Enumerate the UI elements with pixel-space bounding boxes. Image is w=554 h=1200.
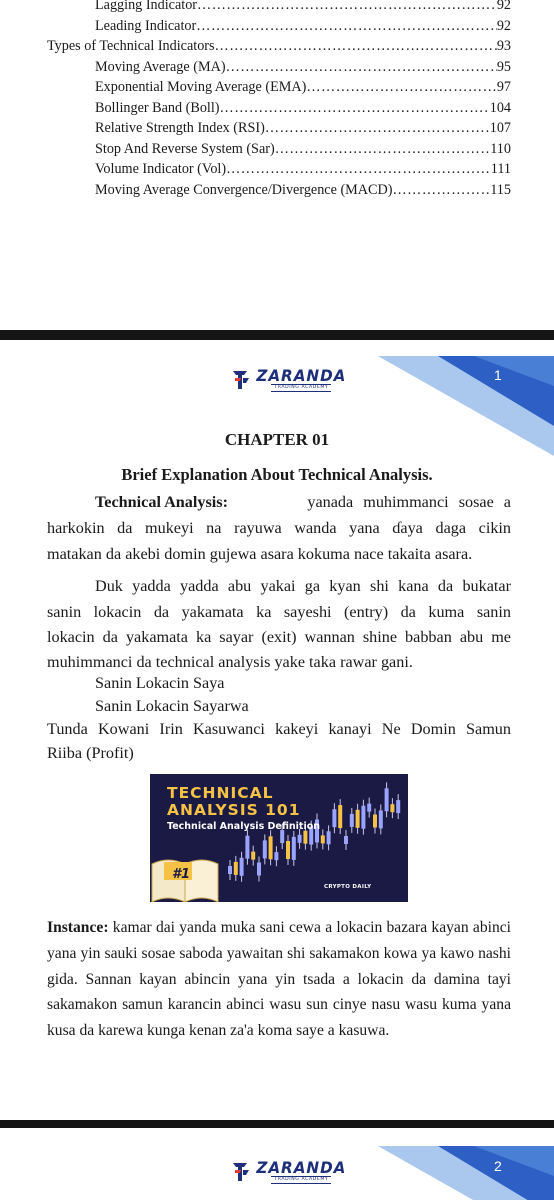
candle-body: [396, 800, 400, 813]
text-span: a kasuwa.: [327, 1022, 390, 1040]
section-heading: Brief Explanation About Technical Analysis.: [121, 465, 433, 484]
candle-body: [367, 804, 371, 812]
candle-body: [269, 836, 273, 859]
banner-title-line1: TECHNICAL: [167, 784, 274, 802]
candle-body: [274, 852, 278, 860]
instance-paragraph: [47, 915, 511, 1044]
corner-decoration: [378, 1146, 554, 1200]
page-separator: [0, 330, 554, 340]
toc-entry-page: 107: [489, 120, 511, 136]
candle-body: [373, 815, 377, 828]
banner-title-line2: ANALYSIS 101: [167, 801, 301, 819]
term-label: Technical Analysis:: [95, 493, 228, 511]
candle-body: [327, 831, 331, 844]
toc-leader-dots: [392, 181, 490, 199]
candle-body: [234, 862, 238, 875]
candle-body: [298, 835, 302, 843]
toc-entry[interactable]: [95, 78, 511, 96]
chapter-title: CHAPTER 01: [224, 430, 330, 449]
toc-entry[interactable]: [95, 140, 511, 158]
candle-body: [303, 831, 307, 844]
banner-badge: #1: [172, 867, 191, 882]
toc-entry-label: Volume Indicator (Vol): [95, 161, 227, 177]
toc-entry-page: 115: [490, 181, 511, 198]
toc-entry-label: Bollinger Band (Boll): [95, 99, 220, 116]
paragraph-line: [95, 489, 511, 515]
logo-subtitle: TRADING ACADEMY: [271, 384, 331, 392]
page-number: 2: [494, 1158, 502, 1174]
candle-body: [344, 836, 348, 844]
toc-entry-label: Moving Average (MA): [95, 58, 226, 75]
toc-leader-dots: [197, 0, 497, 14]
page-number: 1: [494, 367, 502, 383]
banner-subtitle: Technical Analysis Definition: [167, 821, 321, 832]
toc-entry-page: 110: [490, 140, 511, 157]
candle-body: [338, 805, 342, 828]
toc-entry[interactable]: [95, 181, 511, 199]
candle-body: [361, 806, 365, 829]
paragraph-line: Duk yadda yadda abu yakai ga kyan shi kana da bukatar: [95, 577, 511, 595]
toc-entry-label: Lagging Indicator: [95, 0, 198, 13]
candle-body: [228, 866, 232, 874]
text-span: yanada muhimmanci sosae a: [307, 493, 511, 511]
candle-body: [292, 837, 296, 860]
paragraph-line: harkokin da mukeyi na rayuwa wanda yana ɗaya daga cikin: [47, 519, 511, 537]
candle-body: [263, 840, 267, 858]
toc-entry-label: Stop And Reverse System (Sar): [95, 140, 275, 157]
paragraph-line: Tunda Kowani Irin Kasuwanci kakeyi kanayi Ne Domin Samun: [47, 720, 511, 738]
toc-entry-page: 92: [496, 0, 511, 13]
toc-entry[interactable]: [47, 37, 511, 55]
toc-entry-page: 92: [496, 17, 511, 34]
toc-leader-dots: [220, 99, 490, 117]
technical-analysis-banner: [150, 774, 408, 902]
toc-leader-dots: [196, 17, 497, 35]
term-label: Instance:: [47, 919, 109, 936]
page-separator: [0, 1120, 554, 1128]
toc-entry-label: Exponential Moving Average (EMA): [95, 79, 307, 95]
toc-entry-page: 93: [496, 38, 511, 54]
logo: [232, 368, 349, 392]
candle-body: [390, 804, 394, 812]
toc-entry-page: 97: [496, 79, 511, 95]
toc-leader-dots: [226, 58, 497, 76]
list-item: Sanin Lokacin Sayarwa: [95, 697, 249, 715]
toc-leader-dots: [215, 37, 497, 55]
candle-body: [257, 863, 261, 876]
candle-body: [280, 830, 284, 843]
candle-body: [332, 809, 336, 827]
candle-body: [251, 852, 255, 860]
toc-leader-dots: [265, 119, 490, 137]
toc-entry-label: Relative Strength Index (RSI): [95, 120, 265, 136]
text-span: abinci yana yin sauki sosae saboda yawaitan shi sakamakon kowa: [47, 919, 512, 962]
toc-entry-page: 95: [496, 58, 511, 75]
candle-body: [240, 858, 244, 876]
candle-body: [385, 788, 389, 811]
toc-entry[interactable]: [95, 160, 511, 178]
toc-entry-page: 111: [490, 161, 511, 177]
toc-entry[interactable]: [95, 0, 511, 14]
toc-entry[interactable]: [95, 17, 511, 35]
paragraph-line: Riiba (Profit): [47, 744, 134, 762]
toc-leader-dots: [226, 160, 491, 178]
candle-body: [379, 810, 383, 828]
logo-mark-icon: [232, 369, 250, 391]
paragraph-line: muhimmanci da technical analysis yake taka rawar gani.: [47, 653, 413, 671]
candle-body: [245, 836, 249, 859]
text-span: da damina tayi sakamakon samun karancin abinci wasu sun cinye: [47, 970, 512, 1014]
paragraph-line: matakan da akebi domin gujewa asara kokuma nace takaita asara.: [47, 545, 473, 563]
toc-entry[interactable]: [95, 99, 511, 117]
candle-body: [286, 841, 290, 859]
logo-name: ZARANDA: [256, 366, 347, 385]
toc-leader-dots: [275, 140, 491, 158]
logo-subtitle: TRADING ACADEMY: [271, 1176, 331, 1184]
text-span: nasu wasu kuma yana kusa da karewa kunga kenan za'a koma saye: [47, 996, 511, 1040]
candle-body: [356, 810, 360, 828]
toc-entry-page: 104: [489, 99, 511, 116]
logo-mark-icon: [232, 1161, 250, 1183]
banner-brand: CRYPTO DAILY: [324, 884, 372, 890]
toc-entry-label: Moving Average Convergence/Divergence (MACD): [95, 181, 393, 198]
paragraph-line: lokacin da yakamata ka sayar (exit) wannan shine babban abu me: [47, 628, 511, 646]
text-span: kamar dai yanda muka sani cewa a lokacin bazara kayan: [112, 919, 469, 936]
toc-entry[interactable]: [95, 119, 511, 137]
candle-body: [350, 814, 354, 827]
paragraph-line: sanin lokacin da yakamata ka sayeshi (entry) da kuma sanin: [47, 603, 511, 621]
logo: [232, 1160, 349, 1184]
toc-entry-label: Leading Indicator: [95, 17, 197, 34]
logo-name: ZARANDA: [256, 1158, 347, 1177]
toc-entry[interactable]: [95, 58, 511, 76]
candle-body: [321, 835, 325, 843]
toc-leader-dots: [306, 78, 496, 96]
toc-entry-label: Types of Technical Indicators: [47, 38, 215, 54]
text-span: ya kawo nashi gida. Sannan kayan abincin yana yin tsada a lokacin: [47, 944, 511, 988]
list-item: Sanin Lokacin Saya: [95, 674, 225, 692]
